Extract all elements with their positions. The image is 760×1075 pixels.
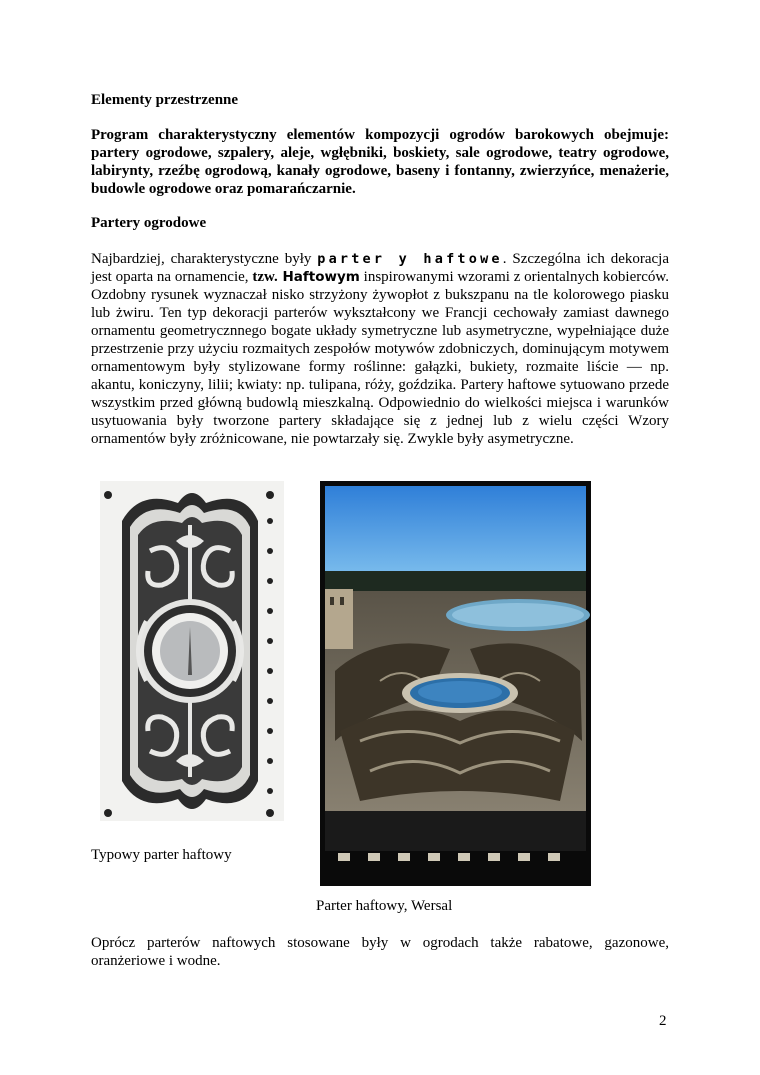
para-rest-text: inspirowanymi wzorami z orientalnych kobierców. Ozdobny rysunek wyznaczał nisko strzyżony żywopłot z bukszpanu na tle kolorowego piasku lub żwiru. Ten typ dekoracji parterów wykształcony we Francji cechowały zamiast dawnego ornamentu geometrycznnego bogate układy symetryczne lub asymetryczne, wypełniające duże przestrzenie przy użyciu rozmaitych zespołów motywów zdobniczych, dominującym motywem ornamentowym były stylizowane formy roślinne: gałązki, bukiety, rozmaite liście — np. akantu, koniczyny, lilii; kwiaty: np. tulipana, róży, goździka. Partery haftowe sytuowano przede wszystkim przed główną budowlą mieszkalną. Odpowiednio do wielkości miejsca i warunków usytuowania były tworzone partery składające się z jednej lub z wielu części Wzory ornamentów były zróżnicowane, nie powtarzały się. Zwykle były asymetryczne. — [91, 269, 669, 447]
versailles-photo-figure — [320, 481, 591, 886]
parterre-drawing-image — [100, 481, 284, 821]
versailles-photo-image — [320, 481, 591, 886]
spaced-term: parter y haftowe — [317, 251, 503, 267]
para-after-term: . Szczególna ich dekoracja jest oparta na ornamencie, — [91, 251, 669, 285]
program-paragraph: Program charakterystyczny elementów kompozycji ogrodów barokowych obejmuje: partery ogrodowe, szpalery, aleje, wgłębniki, boskiety, sale ogrodowe, teatry ogrodowe, labirynty, rzeźbę ogrodową, kanały ogrodowe, baseny i fontanny, zwierzyńce, menażerie, budowle ogrodowe oraz pomarańczarnie. — [91, 127, 669, 197]
tzw-text: tzw. — [252, 269, 278, 285]
page-number: 2 — [659, 1013, 667, 1029]
figure1-caption: Typowy parter haftowy — [91, 847, 232, 863]
para-lead-text: Najbardziej, charakterystyczne były — [91, 251, 318, 267]
partery-paragraph — [91, 250, 669, 448]
figure2-caption: Parter haftowy, Wersal — [316, 898, 453, 914]
closing-paragraph: Oprócz parterów naftowych stosowane były w ogrodach także rabatowe, gazonowe, oranżeriowe i wodne. — [91, 935, 669, 969]
parterre-drawing-figure — [100, 481, 284, 821]
section-heading-elements: Elementy przestrzenne — [91, 92, 239, 108]
haftowym-term: Haftowym — [277, 269, 360, 285]
section-heading-partery: Partery ogrodowe — [91, 215, 207, 231]
